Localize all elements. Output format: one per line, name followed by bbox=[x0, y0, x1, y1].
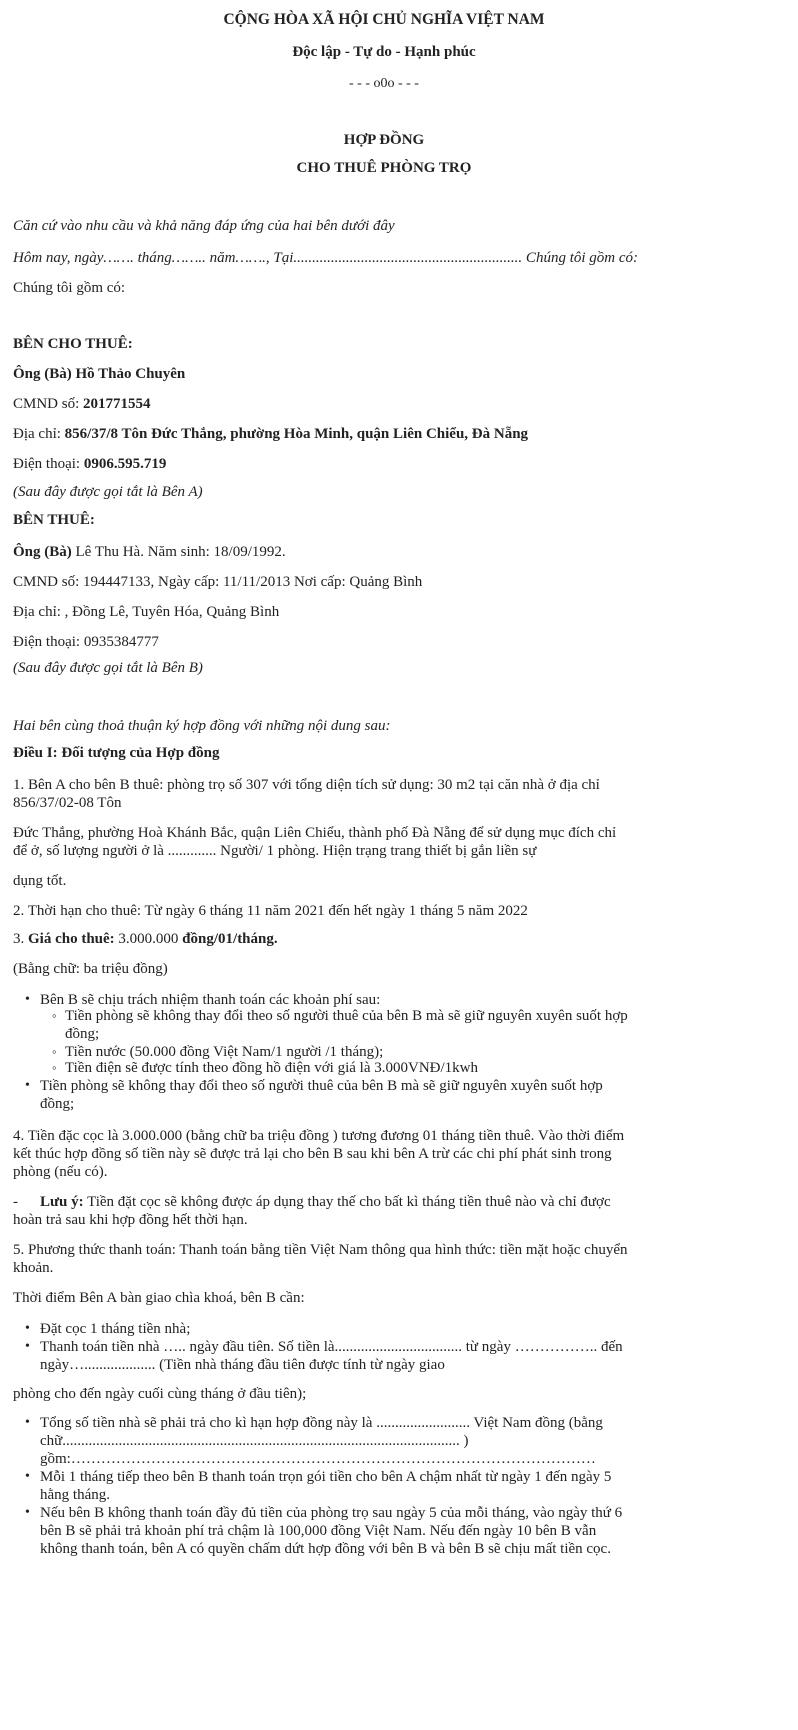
clause-3: 3. Giá cho thuê: 3.000.000 đồng/01/tháng. bbox=[13, 931, 278, 947]
intro-basis: Căn cứ vào nhu cầu và khả năng đáp ứng của hai bên dưới đây bbox=[13, 218, 395, 234]
handover-lead: Thời điểm Bên A bàn giao chìa khoá, bên B cần: bbox=[13, 1290, 305, 1306]
fees-subitem-1: ◦ Tiền phòng sẽ không thay đổi theo số người thuê của bên B mà sẽ giữ nguyên xuyên suốt hợp đồng; bbox=[65, 1007, 628, 1043]
fees-subitem-2: ◦ Tiền nước (50.000 đồng Việt Nam/1 người /1 tháng); bbox=[65, 1043, 383, 1061]
fees-item-2: • Tiền phòng sẽ không thay đổi theo số người thuê của bên B mà sẽ giữ nguyên xuyên suốt hợp đồng; bbox=[40, 1077, 603, 1113]
landlord-name: Ông (Bà) Hồ Thảo Chuyên bbox=[13, 366, 186, 382]
clause-1-line4: để ở, số lượng người ở là ............. Người/ 1 phòng. Hiện trạng trang thiết bị gắn liền sự bbox=[13, 843, 537, 859]
clause-3-words: (Bằng chữ: ba triệu đồng) bbox=[13, 961, 168, 977]
landlord-id: CMND số: 201771554 bbox=[13, 396, 151, 412]
agreement-lead: Hai bên cùng thoả thuận ký hợp đồng với những nội dung sau: bbox=[13, 718, 391, 734]
clause-4-line1: 4. Tiền đặc cọc là 3.000.000 (bằng chữ ba triệu đồng ) tương đương 01 tháng tiền thuê. Vào thời điểm bbox=[13, 1128, 625, 1144]
total-item-3: • Nếu bên B không thanh toán đầy đủ tiền của phòng trọ sau ngày 5 của mỗi tháng, vào ngày thứ 6 bên B sẽ phải trả khoản phí trả chậm là 100,000 đồng Việt Nam. Nếu đến ngày 10 bên B vẫn không thanh toán, bên A có quyền chấm dứt hợp đồng với bên B và bên B sẽ chịu mất tiền cọc. bbox=[40, 1504, 622, 1558]
tenant-id: CMND số: 194447133, Ngày cấp: 11/11/2013 Nơi cấp: Quảng Bình bbox=[13, 574, 423, 590]
tenant-heading: BÊN THUÊ: bbox=[13, 512, 95, 528]
clause-5-line1: 5. Phương thức thanh toán: Thanh toán bằng tiền Việt Nam thông qua hình thức: tiền mặt hoặc chuyển bbox=[13, 1242, 628, 1258]
tenant-name: Ông (Bà) Lê Thu Hà. Năm sinh: 18/09/1992. bbox=[13, 544, 286, 560]
deposit-note: - Lưu ý: Tiền đặt cọc sẽ không được áp dụng thay thế cho bất kì tháng tiền thuê nào và chỉ được bbox=[13, 1194, 611, 1210]
landlord-address: Địa chỉ: 856/37/8 Tôn Đức Thắng, phường Hòa Minh, quận Liên Chiểu, Đà Nẵng bbox=[13, 426, 529, 442]
tenant-address: Địa chỉ: , Đồng Lê, Tuyên Hóa, Quảng Bình bbox=[13, 604, 280, 620]
clause-5-line2: khoản. bbox=[13, 1260, 54, 1276]
tenant-phone: Điện thoại: 0935384777 bbox=[13, 634, 159, 650]
header-separator: - - - o0o - - - bbox=[349, 76, 419, 91]
intro-date-line: Hôm nay, ngày……. tháng…….. năm……., Tại............................................................. Chúng tôi gồm có: bbox=[13, 250, 639, 266]
clause-1-line2: 856/37/02-08 Tôn bbox=[13, 795, 122, 811]
clause-4-line3: phòng (nếu có). bbox=[13, 1164, 108, 1180]
handover-item-2: • Thanh toán tiền nhà ….. ngày đầu tiên. Số tiền là.................................. từ ngày …………….. đến ngày…................... (Tiền nhà tháng đầu tiên được tính từ ngày giao bbox=[40, 1338, 623, 1374]
landlord-phone: Điện thoại: 0906.595.719 bbox=[13, 456, 167, 472]
handover-item-1: • Đặt cọc 1 tháng tiền nhà; bbox=[40, 1320, 190, 1338]
clause-1-line1: 1. Bên A cho bên B thuê: phòng trọ số 307 với tổng diện tích sử dụng: 30 m2 tại căn nhà ở địa chỉ bbox=[13, 777, 600, 793]
handover-cont: phòng cho đến ngày cuối cùng tháng ở đầu tiên); bbox=[13, 1386, 307, 1402]
fees-subitem-3: ◦ Tiền điện sẽ được tính theo đồng hồ điện với giá là 3.000VNĐ/1kwh bbox=[65, 1059, 478, 1077]
fees-item-1: • Bên B sẽ chịu trách nhiệm thanh toán các khoản phí sau: bbox=[40, 991, 380, 1009]
contract-title: HỢP ĐỒNG bbox=[343, 132, 425, 148]
national-title: CỘNG HÒA XÃ HỘI CHỦ NGHĨA VIỆT NAM bbox=[223, 11, 545, 28]
intro-we-are: Chúng tôi gồm có: bbox=[13, 280, 126, 296]
deposit-note-cont: hoàn trả sau khi hợp đồng hết thời hạn. bbox=[13, 1212, 248, 1228]
clause-1-line5: dụng tốt. bbox=[13, 873, 67, 889]
landlord-heading: BÊN CHO THUÊ: bbox=[13, 336, 133, 352]
clause-4-line2: kết thúc hợp đồng số tiền này sẽ được trả lại cho bên B sau khi bên A trừ các chi phí phát sinh trong bbox=[13, 1146, 612, 1162]
landlord-alias: (Sau đây được gọi tắt là Bên A) bbox=[13, 484, 203, 500]
national-motto: Độc lập - Tự do - Hạnh phúc bbox=[292, 44, 476, 60]
clause-2: 2. Thời hạn cho thuê: Từ ngày 6 tháng 11 năm 2021 đến hết ngày 1 tháng 5 năm 2022 bbox=[13, 903, 528, 919]
contract-subtitle: CHO THUÊ PHÒNG TRỌ bbox=[296, 160, 472, 176]
article-1-heading: Điều I: Đối tượng của Hợp đồng bbox=[13, 745, 220, 761]
tenant-alias: (Sau đây được gọi tắt là Bên B) bbox=[13, 660, 203, 676]
clause-1-line3: Đức Thắng, phường Hoà Khánh Bắc, quận Liên Chiểu, thành phố Đà Nẵng để sử dụng mục đích chỉ bbox=[13, 825, 617, 841]
total-item-2: • Mỗi 1 tháng tiếp theo bên B thanh toán trọn gói tiền cho bên A chậm nhất từ ngày 1 đến ngày 5 hằng tháng. bbox=[40, 1468, 611, 1504]
total-item-1: • Tổng số tiền nhà sẽ phải trả cho kì hạn hợp đồng này là ......................... Việt Nam đồng (bằng chữ.......................................................................................................... ) gồm:…………………………………………………………………………………………… bbox=[40, 1414, 775, 1468]
